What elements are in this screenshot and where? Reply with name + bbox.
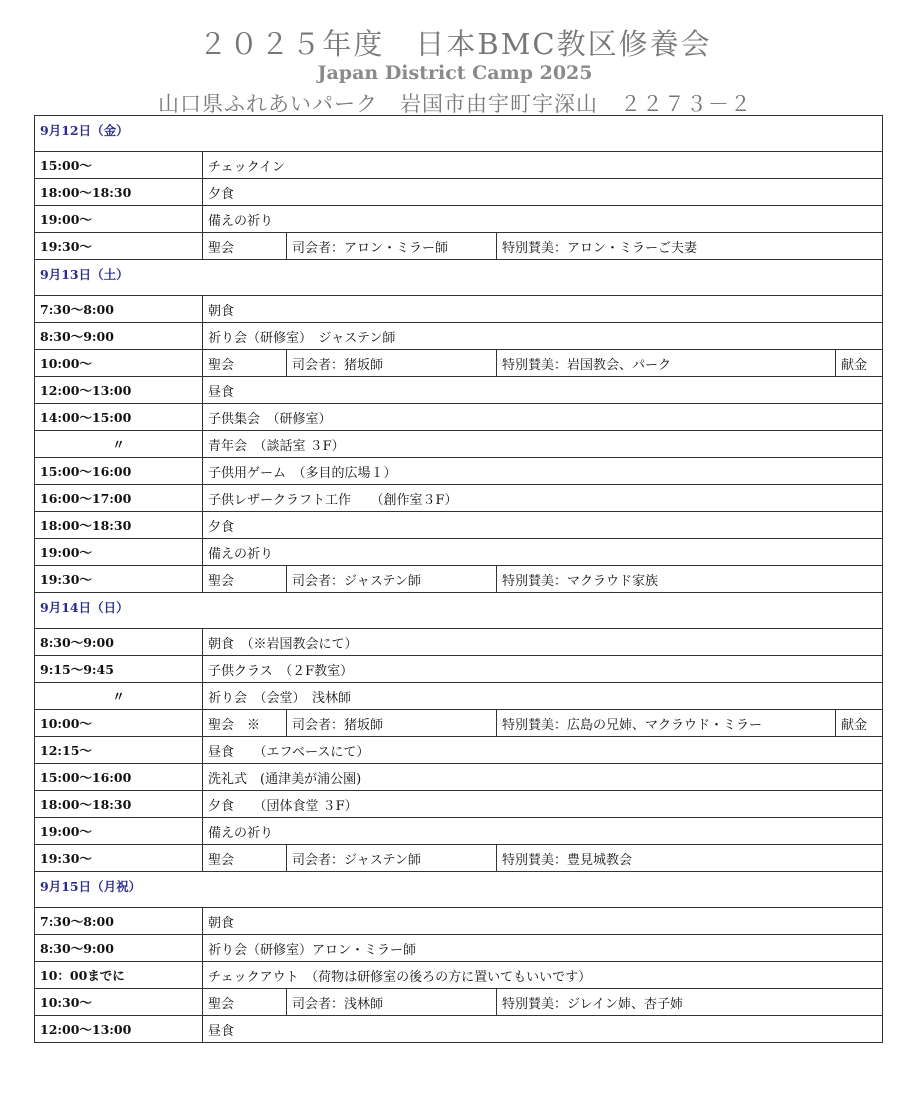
schedule-row [35, 629, 883, 656]
schedule-row [35, 845, 883, 872]
activity-cell: 聖会 [203, 233, 287, 260]
mc-cell: 司会者：ジャステン師 [287, 566, 497, 593]
activity-cell: 洗礼式 (通津美が浦公園) [203, 764, 883, 791]
mc-cell: 司会者：猪坂師 [287, 350, 497, 377]
activity-cell: 子供用ゲーム （多目的広場１） [203, 458, 883, 485]
day-header-row [35, 593, 883, 629]
activity-cell: 聖会 [203, 350, 287, 377]
activity-cell: 昼食 （エフベースにて） [203, 737, 883, 764]
special-music-cell: 特別賛美：マクラウド家族 [497, 566, 883, 593]
schedule-row [35, 737, 883, 764]
time-cell: 16:00～17:00 [35, 485, 203, 512]
activity-cell: 聖会 ※ [203, 710, 287, 737]
time-cell: 8:30～9:00 [35, 629, 203, 656]
schedule-row [35, 152, 883, 179]
activity-cell: 祈り会 （会堂） 浅林師 [203, 683, 883, 710]
mc-cell: 司会者：アロン・ミラー師 [287, 233, 497, 260]
activity-cell: 夕食 [203, 512, 883, 539]
time-cell: 7:30～8:00 [35, 908, 203, 935]
time-cell: 18:00～18:30 [35, 179, 203, 206]
day-header-row [35, 872, 883, 908]
time-cell: 19:00～ [35, 206, 203, 233]
activity-cell: 備えの祈り [203, 539, 883, 566]
day-label: 9月15日（月祝） [35, 872, 883, 908]
activity-cell: 備えの祈り [203, 818, 883, 845]
day-label: 9月13日（土） [35, 260, 883, 296]
time-cell: 8:30～9:00 [35, 323, 203, 350]
day-label: 9月14日（日） [35, 593, 883, 629]
activity-cell: 備えの祈り [203, 206, 883, 233]
schedule-row [35, 458, 883, 485]
activity-cell: 朝食 [203, 296, 883, 323]
schedule-row [35, 764, 883, 791]
schedule-row [35, 377, 883, 404]
offering-cell: 献金 [836, 350, 883, 377]
schedule-row [35, 683, 883, 710]
offering-cell: 献金 [836, 710, 883, 737]
schedule-row [35, 431, 883, 458]
page-title: ２０２５年度 日本BMC教区修養会 [198, 27, 712, 61]
mc-cell: 司会者：猪坂師 [287, 710, 497, 737]
special-music-cell: 特別賛美：アロン・ミラーご夫妻 [497, 233, 883, 260]
activity-cell: 昼食 [203, 1016, 883, 1043]
schedule-row [35, 656, 883, 683]
time-cell: 19:30～ [35, 845, 203, 872]
mc-cell: 司会者：浅林師 [287, 989, 497, 1016]
activity-cell: 聖会 [203, 566, 287, 593]
activity-cell: 朝食 [203, 908, 883, 935]
activity-cell: チェックイン [203, 152, 883, 179]
activity-cell: 聖会 [203, 845, 287, 872]
time-cell: 10:00～ [35, 710, 203, 737]
time-cell: 〃 [35, 683, 203, 710]
time-cell: 10：00までに [35, 962, 203, 989]
special-music-cell: 特別賛美：広島の兄姉、マクラウド・ミラー [497, 710, 836, 737]
day-header-row [35, 116, 883, 152]
activity-cell: 夕食 （団体食堂 ３F） [203, 791, 883, 818]
schedule-row [35, 989, 883, 1016]
time-cell: 7:30～8:00 [35, 296, 203, 323]
time-cell: 19:30～ [35, 233, 203, 260]
activity-cell: 青年会 （談話室 ３F） [203, 431, 883, 458]
time-cell: 15:00～16:00 [35, 764, 203, 791]
schedule-row [35, 323, 883, 350]
time-cell: 14:00～15:00 [35, 404, 203, 431]
mc-cell: 司会者：ジャステン師 [287, 845, 497, 872]
activity-cell: チェックアウト （荷物は研修室の後ろの方に置いてもいいです） [203, 962, 883, 989]
schedule-row [35, 404, 883, 431]
time-cell: 12:15～ [35, 737, 203, 764]
schedule-row [35, 935, 883, 962]
time-cell: 15:00～ [35, 152, 203, 179]
time-cell: 18:00～18:30 [35, 791, 203, 818]
time-cell: 18:00～18:30 [35, 512, 203, 539]
time-cell: 19:00～ [35, 539, 203, 566]
time-cell: 19:00～ [35, 818, 203, 845]
day-label: 9月12日（金） [35, 116, 883, 152]
schedule-row [35, 485, 883, 512]
day-header-row [35, 260, 883, 296]
schedule-row [35, 1016, 883, 1043]
time-cell: 19:30～ [35, 566, 203, 593]
schedule-row [35, 962, 883, 989]
time-cell: 12:00～13:00 [35, 1016, 203, 1043]
time-cell: 10:30～ [35, 989, 203, 1016]
activity-cell: 朝食 （※岩国教会にて） [203, 629, 883, 656]
schedule-table [34, 115, 883, 1043]
schedule-row [35, 233, 883, 260]
time-cell: 8:30～9:00 [35, 935, 203, 962]
time-cell: 10:00～ [35, 350, 203, 377]
activity-cell: 祈り会（研修室） ジャステン師 [203, 323, 883, 350]
activity-cell: 祈り会（研修室）アロン・ミラー師 [203, 935, 883, 962]
schedule-row [35, 539, 883, 566]
time-cell: 12:00～13:00 [35, 377, 203, 404]
activity-cell: 昼食 [203, 377, 883, 404]
time-cell: 9:15～9:45 [35, 656, 203, 683]
activity-cell: 子供レザークラフト工作 （創作室３F） [203, 485, 883, 512]
special-music-cell: 特別賛美：岩国教会、パーク [497, 350, 836, 377]
time-cell: 〃 [35, 431, 203, 458]
schedule-row [35, 179, 883, 206]
activity-cell: 夕食 [203, 179, 883, 206]
schedule-row [35, 791, 883, 818]
page-subtitle: Japan District Camp 2025 [317, 62, 593, 84]
schedule-row [35, 206, 883, 233]
activity-cell: 聖会 [203, 989, 287, 1016]
special-music-cell: 特別賛美：ジレイン姉、杏子姉 [497, 989, 883, 1016]
venue-address: 山口県ふれあいパーク 岩国市由宇町宇深山 ２２７３－２ [158, 92, 752, 116]
schedule-row [35, 710, 883, 737]
activity-cell: 子供クラス （２F教室） [203, 656, 883, 683]
schedule-row [35, 908, 883, 935]
schedule-row [35, 818, 883, 845]
schedule-row [35, 350, 883, 377]
schedule-row [35, 296, 883, 323]
special-music-cell: 特別賛美：豊見城教会 [497, 845, 883, 872]
schedule-row [35, 566, 883, 593]
time-cell: 15:00～16:00 [35, 458, 203, 485]
schedule-row [35, 512, 883, 539]
activity-cell: 子供集会 （研修室） [203, 404, 883, 431]
